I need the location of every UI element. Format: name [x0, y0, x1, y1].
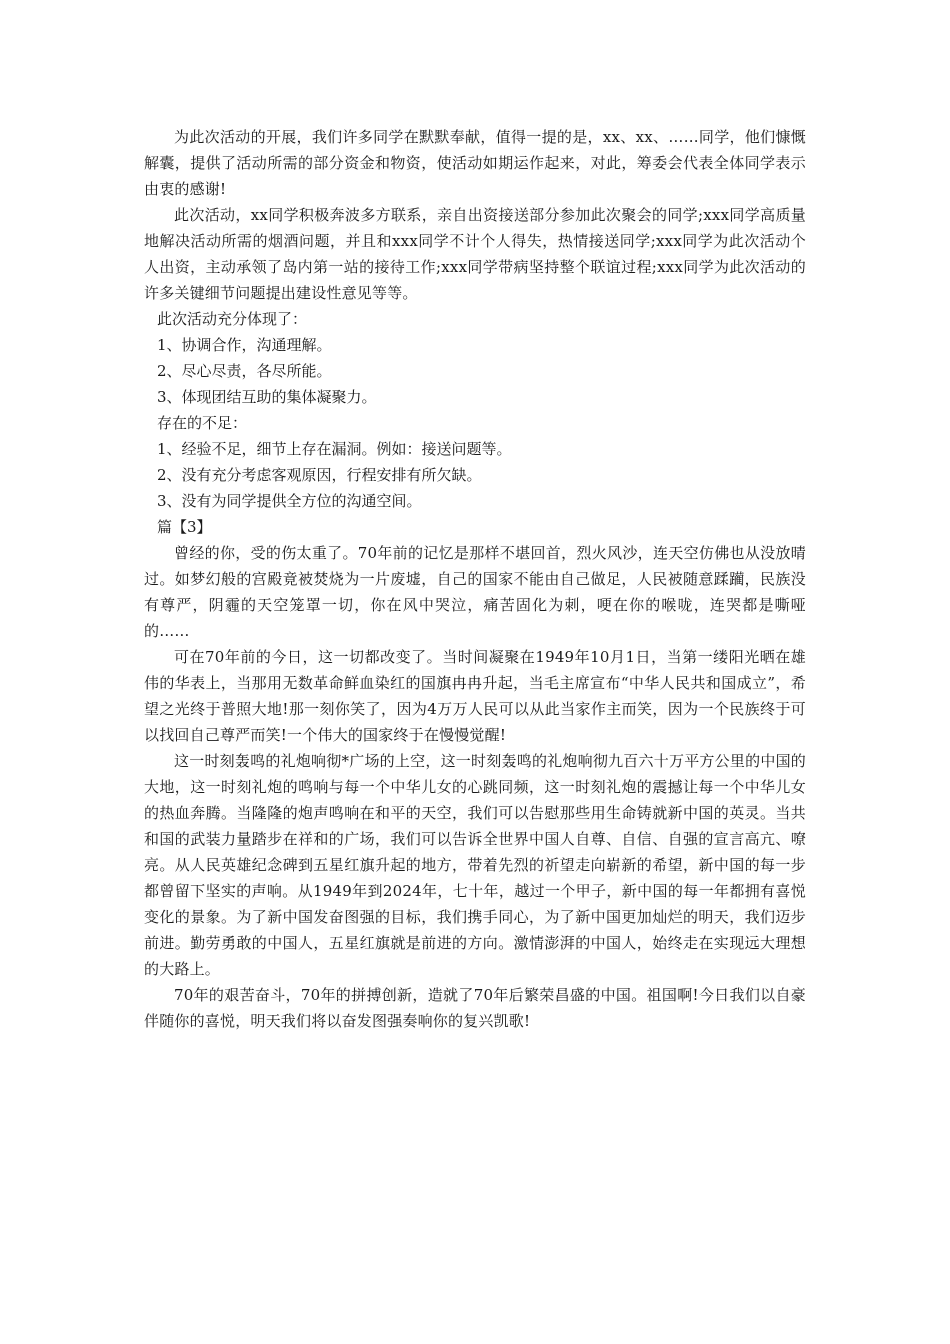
list-item: 1、经验不足，细节上存在漏洞。例如：接送问题等。 [157, 440, 512, 458]
paragraph-closing: 70年的艰苦奋斗，70年的拼搏创新，造就了70年后繁荣昌盛的中国。祖国啊!今日我们以自豪伴随你的喜悦，明天我们将以奋发图强奏响你的复兴凯歌! [144, 986, 806, 1030]
paragraph-founding: 可在70年前的今日，这一切都改变了。当时间凝聚在1949年10月1日，当第一缕阳光晒在雄伟的华表上，当那用无数革命鲜血染红的国旗冉冉升起，当毛主席宣布“中华人民共和国成立”，希望之光终于普照大地!那一刻你笑了，因为4万万人民可以从此当家作主而笑，因为一个民族终于可以找回自己尊严而笑!一个伟大的国家终于在慢慢觉醒! [144, 648, 806, 744]
paragraph-past: 曾经的你，受的伤太重了。70年前的记忆是那样不堪回首，烈火风沙，连天空仿佛也从没放晴过。如梦幻般的宫殿竟被焚烧为一片废墟，自己的国家不能由自己做足，人民被随意蹂躏，民族没有尊严，阴霾的天空笼罩一切，你在风中哭泣，痛苦固化为刺，哽在你的喉咙，连哭都是嘶哑的…… [144, 544, 806, 640]
list-item: 1、协调合作，沟通理解。 [157, 336, 332, 354]
list-item: 3、没有为同学提供全方位的沟通空间。 [157, 492, 422, 510]
list-item: 2、没有充分考虑客观原因，行程安排有所欠缺。 [157, 466, 482, 484]
paragraph-salute: 这一时刻轰鸣的礼炮响彻*广场的上空，这一时刻轰鸣的礼炮响彻九百六十万平方公里的中国的大地，这一时刻礼炮的鸣响与每一个中华儿女的心跳同频，这一时刻礼炮的震撼让每一个中华儿女的热血奔腾。当隆隆的炮声鸣响在和平的天空，我们可以告慰那些用生命铸就新中国的英灵。当共和国的武装力量踏步在祥和的广场，我们可以告诉全世界中国人自尊、自信、自强的宣言高亢、嘹亮。从人民英雄纪念碑到五星红旗升起的地方，带着先烈的祈望走向崭新的希望，新中国的每一步都曾留下坚实的声响。从1949年到2024年，七十年，越过一个甲子，新中国的每一年都拥有喜悦变化的景象。为了新中国发奋图强的目标，我们携手同心，为了新中国更加灿烂的明天，我们迈步前进。勤劳勇敢的中国人，五星红旗就是前进的方向。激情澎湃的中国人，始终走在实现远大理想的大路上。 [144, 752, 806, 978]
embodied-heading: 此次活动充分体现了： [157, 310, 308, 328]
list-item: 3、体现团结互助的集体凝聚力。 [157, 388, 377, 406]
section-title: 篇【3】 [157, 518, 212, 536]
paragraph-thanks: 为此次活动的开展，我们许多同学在默默奉献，值得一提的是，xx、xx、……同学，他们慷慨解囊，提供了活动所需的部分资金和物资，使活动如期运作起来，对此，筹委会代表全体同学表示由衷的感谢! [144, 128, 806, 198]
shortcomings-heading: 存在的不足： [157, 414, 248, 432]
paragraph-contributors: 此次活动，xx同学积极奔波多方联系，亲自出资接送部分参加此次聚会的同学;xxx同学高质量地解决活动所需的烟酒问题，并且和xxx同学不计个人得失，热情接送同学;xxx同学为此次活动个人出资，主动承领了岛内第一站的接待工作;xxx同学带病坚持整个联谊过程;xxx同学为此次活动的许多关键细节问题提出建设性意见等等。 [144, 206, 806, 302]
document-page [144, 124, 806, 1034]
list-item: 2、尽心尽责，各尽所能。 [157, 362, 332, 380]
